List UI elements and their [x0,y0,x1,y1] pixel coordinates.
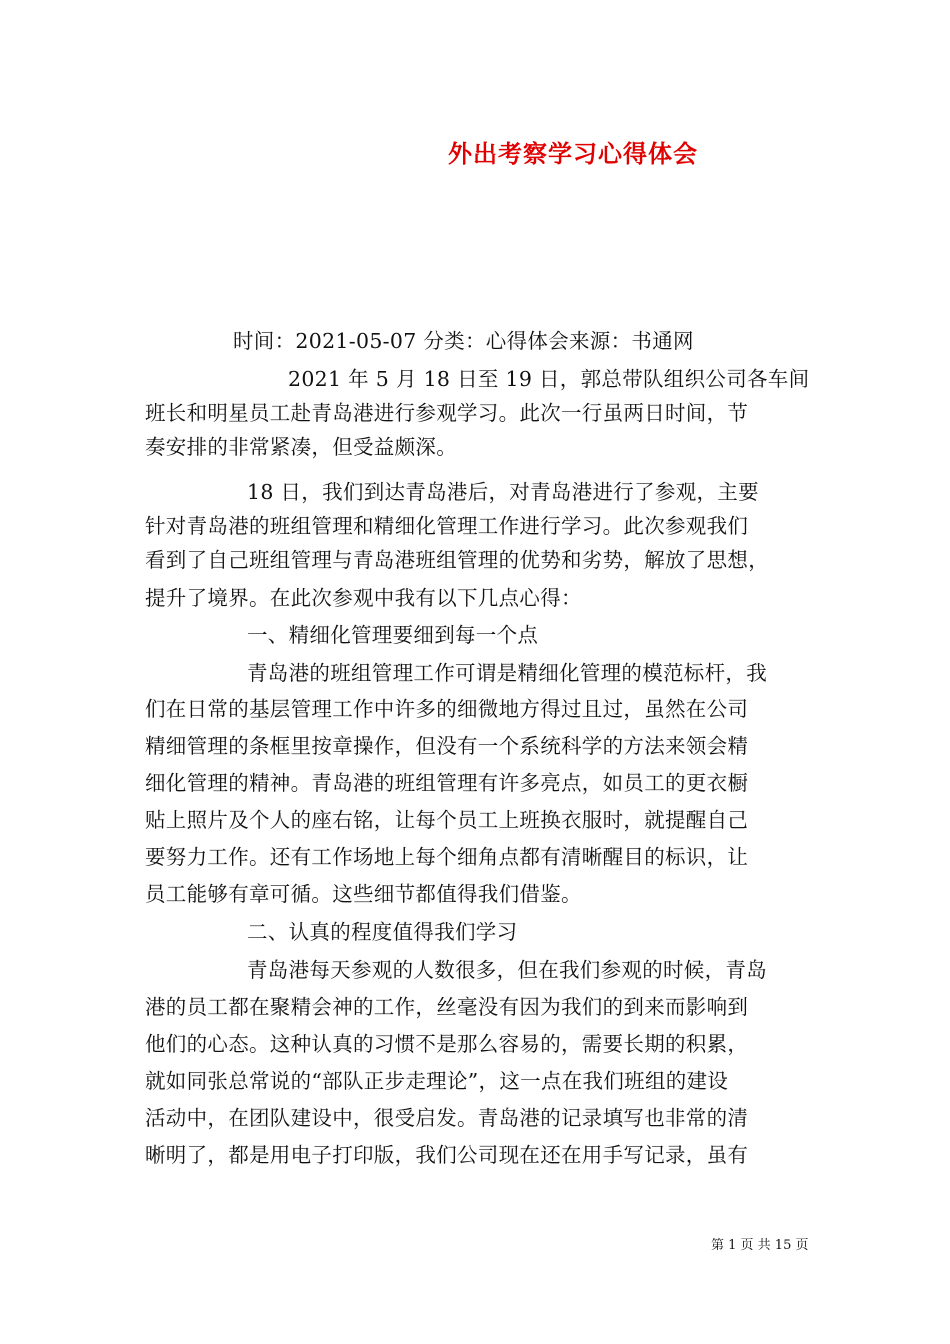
body-line: 18 日，我们到达青岛港后，对青岛港进行了参观，主要 [247,480,759,504]
body-line: 看到了自己班组管理与青岛港班组管理的优势和劣势，解放了思想， [145,548,769,572]
body-line: 港的员工都在聚精会神的工作，丝毫没有因为我们的到来而影响到 [145,995,749,1019]
body-line: 针对青岛港的班组管理和精细化管理工作进行学习。此次参观我们 [145,514,749,538]
body-line: 青岛港每天参观的人数很多，但在我们参观的时候，青岛 [247,958,767,982]
body-line: 活动中，在团队建设中，很受启发。青岛港的记录填写也非常的清 [145,1106,749,1130]
body-line: 班长和明星员工赴青岛港进行参观学习。此次一行虽两日时间，节 [145,401,749,425]
body-line: 奏安排的非常紧凑，但受益颇深。 [145,435,457,459]
document-title: 外出考察学习心得体会 [448,139,698,168]
section-heading: 二、认真的程度值得我们学习 [247,920,518,944]
body-line: 细化管理的精神。青岛港的班组管理有许多亮点，如员工的更衣橱 [145,771,749,795]
body-line: 贴上照片及个人的座右铭，让每个员工上班换衣服时，就提醒自己 [145,808,749,832]
body-line: 青岛港的班组管理工作可谓是精细化管理的模范标杆，我 [247,661,767,685]
body-line: 他们的心态。这种认真的习惯不是那么容易的，需要长期的积累， [145,1032,749,1056]
body-line: 就如同张总常说的“部队正步走理论”，这一点在我们班组的建设 [145,1069,729,1093]
body-line: 精细管理的条框里按章操作，但没有一个系统科学的方法来领会精 [145,734,749,758]
section-heading: 一、精细化管理要细到每一个点 [247,623,539,647]
body-line: 员工能够有章可循。这些细节都值得我们借鉴。 [145,882,582,906]
body-line: 晰明了，都是用电子打印版，我们公司现在还在用手写记录，虽有 [145,1143,749,1167]
body-line: 们在日常的基层管理工作中许多的细微地方得过且过，虽然在公司 [145,697,749,721]
page-number-footer: 第 1 页 共 15 页 [711,1238,809,1253]
meta-line: 时间：2021-05-07 分类：心得体会来源：书通网 [233,329,694,353]
body-line: 提升了境界。在此次参观中我有以下几点心得： [145,586,582,610]
body-line: 2021 年 5 月 18 日至 19 日，郭总带队组织公司各车间 [288,367,810,391]
body-line: 要努力工作。还有工作场地上每个细角点都有清晰醒目的标识，让 [145,845,749,869]
